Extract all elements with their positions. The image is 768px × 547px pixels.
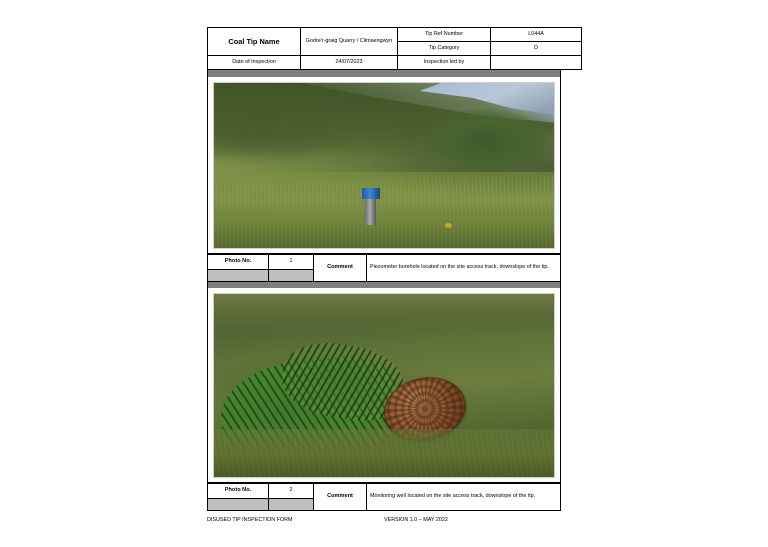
- photo-frame-1: [207, 77, 561, 254]
- footer-version: VERSION 1.0 – MAY 2022: [384, 517, 448, 523]
- tip-ref-number-value: L044A: [491, 28, 582, 42]
- date-of-inspection-value: 24/07/2023: [301, 56, 398, 70]
- tip-category-value: D: [491, 42, 582, 56]
- photo2-background-band: [214, 294, 554, 334]
- footer-form-title: DISUSED TIP INSPECTION FORM: [207, 517, 293, 523]
- table-row: [208, 484, 561, 499]
- photo-no-label-1: Photo No.: [208, 255, 269, 270]
- comment-label-2: Comment: [314, 484, 367, 511]
- photo-no-label-2: Photo No.: [208, 484, 269, 499]
- photo-image-2: [213, 293, 555, 478]
- table-row: [208, 255, 561, 270]
- tip-ref-number-label: Tip Ref Number: [398, 28, 491, 42]
- photo-no-value-1: 1: [269, 255, 314, 270]
- photo1-borehole-blue-cap: [362, 188, 380, 199]
- caption-filler-left-1: [208, 270, 269, 282]
- photo2-grass: [214, 429, 554, 477]
- tip-details-table: [207, 27, 582, 70]
- photo-caption-table-2: [207, 483, 561, 511]
- inspection-form-sheet: [207, 27, 561, 511]
- photo-frame-2: [207, 288, 561, 483]
- table-row: [208, 28, 582, 42]
- caption-filler-left-2: [208, 499, 269, 511]
- caption-filler-right-2: [269, 499, 314, 511]
- section-divider-bar-top: [207, 70, 561, 77]
- comment-text-2: Monitoring well located on the site access track, downslope of the tip.: [367, 484, 561, 511]
- tip-category-label: Tip Category: [398, 42, 491, 56]
- inspection-led-by-label: Inspection led by: [398, 56, 491, 70]
- photo1-grass: [214, 172, 554, 248]
- comment-text-1: Piezometer borehole located on the site access track, downslope of the tip.: [367, 255, 561, 282]
- coal-tip-name-value: Godre'r-graig Quarry / Cilmaengwyn: [301, 28, 398, 56]
- comment-label-1: Comment: [314, 255, 367, 282]
- inspection-led-by-value: [491, 56, 582, 70]
- photo-no-value-2: 2: [269, 484, 314, 499]
- photo-caption-table-1: [207, 254, 561, 282]
- caption-filler-right-1: [269, 270, 314, 282]
- date-of-inspection-label: Date of Inspection: [208, 56, 301, 70]
- coal-tip-name-label: Coal Tip Name: [208, 28, 301, 56]
- page-footer: [207, 517, 561, 523]
- photo-image-1: [213, 82, 555, 249]
- table-row: [208, 56, 582, 70]
